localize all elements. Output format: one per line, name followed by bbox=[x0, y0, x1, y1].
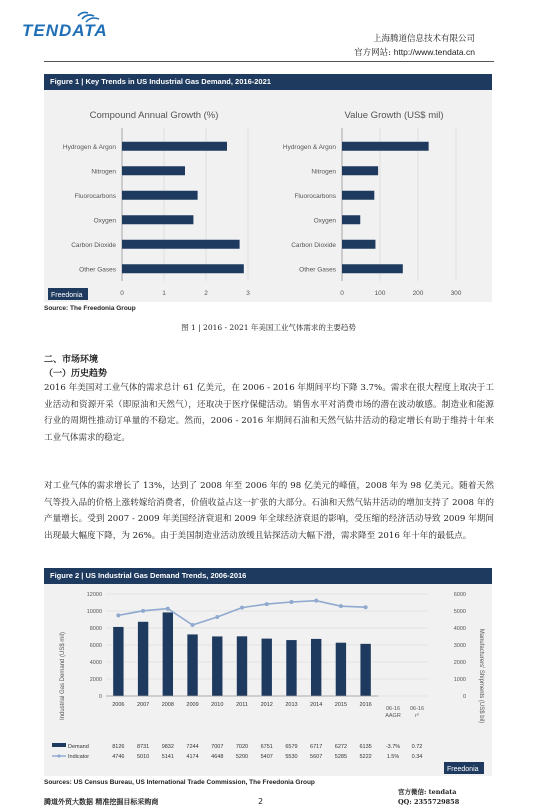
fig2-demand-value: 9832 bbox=[161, 744, 174, 750]
fig2-indicator-value: 4648 bbox=[211, 754, 224, 760]
fig2-indicator-value: 5530 bbox=[285, 754, 298, 760]
fig2-indicator-point bbox=[166, 607, 170, 611]
fig2-demand-bar bbox=[336, 643, 346, 696]
paragraph-2: 对工业气体的需求增长了 13%，达到了 2008 年至 2006 年的 98 亿美元的峰值，2008 年为 98 亿美元。随着天然气等投入品的价格上涨转嫁给消费者，价值收益占这一扩张的大部分。石油和天然气钻井活动的增加支持了 2008 年的产量增长。受到 2007 - 2009 年美国经济衰退和 2009 年全球经济衰退的影响，受压缩的经济活动导致 2009 年期间出现最大幅度下降，为 26%。由于美国制造业活动放缓且钻探活动大幅下滑，需求降至 2016 年十年的最低点。 bbox=[44, 481, 494, 541]
fig2-demand-bar bbox=[311, 639, 321, 696]
right-bar bbox=[342, 240, 375, 249]
fig2-indicator-value: 5200 bbox=[235, 754, 249, 760]
right-bar bbox=[342, 166, 378, 175]
logo-text: TENDATA bbox=[22, 21, 108, 40]
fig2-demand-value: 8126 bbox=[112, 744, 125, 750]
fig2-indicator-point bbox=[191, 623, 195, 627]
page-number: 2 bbox=[258, 797, 264, 806]
figure2-y2label: Manufacturers' Shipments (US$ bil) bbox=[478, 628, 484, 724]
fig2-legend-indicator-marker bbox=[57, 754, 60, 757]
section-subheading: （一）历史趋势 bbox=[44, 369, 108, 379]
extra-head-2: 06-16 bbox=[409, 706, 425, 712]
website-line bbox=[354, 46, 475, 58]
extra-sub-1: AAGR bbox=[385, 713, 401, 719]
fig2-indicator-line bbox=[118, 601, 365, 625]
fig2-indicator-value: 5141 bbox=[161, 754, 174, 760]
figure1-charts bbox=[44, 90, 492, 302]
fig2-indicator-value: 4746 bbox=[112, 754, 125, 760]
fig2-demand-value: 8731 bbox=[136, 744, 150, 750]
website-link[interactable]: http://www.tendata.cn bbox=[393, 47, 475, 57]
fig2-indicator-point bbox=[289, 600, 293, 604]
footer-contact bbox=[398, 787, 459, 807]
fig2-ytick-label: 4000 bbox=[89, 660, 102, 666]
fig2-y2tick-label: 5000 bbox=[453, 609, 466, 615]
fig2-ytick-label: 10000 bbox=[86, 609, 102, 615]
fig2-xtick-label: 2012 bbox=[260, 702, 273, 708]
left-category-label: Nitrogen bbox=[91, 168, 116, 176]
left-category-label: Oxygen bbox=[93, 217, 116, 225]
fig2-xtick-label: 2011 bbox=[236, 702, 248, 708]
left-category-label: Carbon Dioxide bbox=[71, 241, 116, 249]
footer-qq: QQ: 2355729858 bbox=[398, 798, 460, 806]
fig2-indicator-value: 5010 bbox=[136, 754, 150, 760]
fig2-xtick-label: 2010 bbox=[211, 702, 224, 708]
right-category-label: Hydrogen & Argon bbox=[282, 143, 336, 151]
fig2-ytick-label: 8000 bbox=[89, 626, 102, 632]
freedonia-logo-2-text: Freedonia bbox=[447, 766, 479, 773]
fig2-legend-demand: Demand bbox=[68, 744, 89, 750]
fig2-indicator-value: 5285 bbox=[334, 754, 348, 760]
fig2-demand-value: 6717 bbox=[310, 744, 323, 750]
fig2-demand-value: 6751 bbox=[260, 744, 273, 750]
fig2-indicator-value: 4174 bbox=[186, 754, 199, 760]
figure2-chart bbox=[44, 584, 492, 776]
tendata-logo bbox=[20, 10, 130, 44]
fig2-ytick-label: 6000 bbox=[89, 643, 102, 649]
left-tick-label: 3 bbox=[246, 290, 250, 297]
fig2-demand-value: 7020 bbox=[235, 744, 249, 750]
fig2-demand-value: 6272 bbox=[334, 744, 348, 750]
fig2-xtick-label: 2008 bbox=[161, 702, 174, 708]
fig2-demand-bar bbox=[286, 640, 296, 696]
fig2-y2tick-label: 6000 bbox=[453, 592, 466, 598]
fig2-y2tick-label: 3000 bbox=[453, 643, 466, 649]
fig2-demand-value: 6579 bbox=[285, 744, 298, 750]
left-tick-label: 0 bbox=[120, 290, 124, 297]
fig2-indicator-point bbox=[215, 615, 219, 619]
right-chart bbox=[283, 128, 462, 297]
fig2-y2tick-label: 2000 bbox=[453, 660, 466, 666]
fig2-demand-extra: 0.72 bbox=[411, 744, 423, 750]
left-tick-label: 2 bbox=[204, 290, 208, 297]
fig2-indicator-extra: 0.34 bbox=[411, 754, 423, 760]
right-category-label: Nitrogen bbox=[311, 168, 336, 176]
figure1-source: Source: The Freedonia Group bbox=[44, 305, 136, 312]
left-category-label: Other Gases bbox=[79, 266, 116, 274]
extra-head-1: 06-16 bbox=[385, 706, 401, 712]
fig2-indicator-point bbox=[339, 604, 343, 608]
fig2-ytick-label: 12000 bbox=[86, 592, 102, 598]
fig2-xtick-label: 2006 bbox=[112, 702, 125, 708]
fig2-indicator-point bbox=[141, 609, 145, 613]
fig2-indicator-value: 5222 bbox=[359, 754, 372, 760]
fig2-demand-bar bbox=[360, 644, 370, 696]
left-tick-label: 1 bbox=[162, 290, 166, 297]
fig2-legend-indicator: Indicator bbox=[68, 754, 90, 760]
left-bar bbox=[122, 166, 185, 175]
fig2-ytick-label: 0 bbox=[98, 694, 102, 700]
left-chart bbox=[63, 128, 250, 297]
fig2-indicator-extra: 1.5% bbox=[386, 754, 400, 760]
paragraph-1: 2016 年美国对工业气体的需求总计 61 亿美元，在 2006 - 2016 年期间平均下降 3.7%。需求在很大程度上取决于工业活动和资源开采（即原油和天然气），还取决于医疗保健活动。销售水平对消费市场的潜在波动敏感。制造业和能源行业的周期性推动订单量的不稳定。然而，2006 - 2016 年期间石油和天然气钻井活动的稳定增长有助于维持十年来工业气体需求的稳定。 bbox=[44, 383, 494, 443]
figure1-title-bar: Figure 1 | Key Trends in US Industrial Gas Demand, 2016-2021 bbox=[44, 74, 492, 90]
fig2-xtick-label: 2007 bbox=[136, 702, 150, 708]
right-category-label: Oxygen bbox=[313, 217, 336, 225]
figure2-title-bar: Figure 2 | US Industrial Gas Demand Trends, 2006-2016 bbox=[44, 568, 492, 584]
figure1-caption: 图 1 | 2016 - 2021 年美国工业气体需求的主要趋势 bbox=[181, 323, 356, 332]
left-bar bbox=[122, 142, 227, 151]
right-tick-label: 300 bbox=[450, 290, 462, 297]
freedonia-logo-text: Freedonia bbox=[51, 292, 83, 299]
fig2-demand-value: 6135 bbox=[359, 744, 372, 750]
fig2-xtick-label: 2014 bbox=[310, 702, 323, 708]
right-bar bbox=[342, 191, 374, 200]
right-bar bbox=[342, 142, 429, 151]
fig2-ytick-label: 2000 bbox=[89, 677, 102, 683]
fig2-xtick-label: 2015 bbox=[334, 702, 348, 708]
right-bar bbox=[342, 215, 360, 224]
left-bar bbox=[122, 264, 244, 273]
extra-sub-2: r² bbox=[415, 713, 419, 719]
fig2-legend-demand-swatch bbox=[52, 743, 66, 747]
header-divider bbox=[44, 61, 494, 62]
left-bar bbox=[122, 191, 198, 200]
right-chart-title: Value Growth (US$ mil) bbox=[344, 110, 444, 121]
fig2-y2tick-label: 0 bbox=[462, 694, 466, 700]
fig2-demand-value: 7007 bbox=[211, 744, 224, 750]
fig2-indicator-point bbox=[265, 602, 269, 606]
fig2-demand-bar bbox=[163, 612, 173, 696]
fig2-demand-bar bbox=[113, 627, 123, 696]
website-label: 官方网站: bbox=[354, 48, 392, 58]
left-category-label: Fluorocarbons bbox=[74, 192, 116, 200]
fig2-y2tick-label: 1000 bbox=[453, 677, 466, 683]
fig2-demand-bar bbox=[237, 636, 247, 696]
left-bar bbox=[122, 215, 193, 224]
footer-wechat: 官方微信: tendata bbox=[398, 788, 457, 796]
fig2-xtick-label: 2016 bbox=[359, 702, 372, 708]
right-bar bbox=[342, 264, 403, 273]
left-category-label: Hydrogen & Argon bbox=[62, 143, 116, 151]
right-tick-label: 200 bbox=[412, 290, 424, 297]
fig2-indicator-point bbox=[116, 613, 120, 617]
fig2-y2tick-label: 4000 bbox=[453, 626, 466, 632]
figure2-source: Sources: US Census Bureau, US International Trade Commission, The Freedonia Group bbox=[44, 779, 315, 786]
fig2-indicator-point bbox=[314, 599, 318, 603]
section-heading: 二、市场环境 bbox=[44, 355, 99, 365]
fig2-demand-extra: -3.7% bbox=[385, 744, 401, 750]
right-tick-label: 0 bbox=[340, 290, 344, 297]
right-category-label: Carbon Dioxide bbox=[291, 241, 336, 249]
fig2-demand-bar bbox=[187, 634, 197, 696]
fig2-demand-value: 7244 bbox=[186, 744, 199, 750]
fig2-demand-bar bbox=[138, 622, 148, 696]
fig2-indicator-value: 5607 bbox=[310, 754, 323, 760]
left-chart-title: Compound Annual Growth (%) bbox=[89, 110, 219, 121]
fig2-indicator-value: 5407 bbox=[260, 754, 273, 760]
fig2-demand-bar bbox=[262, 639, 272, 696]
footer-slogan: 腾道外贸大数据 精准挖掘目标采购商 bbox=[44, 797, 159, 806]
figure2-ylabel: Industrial Gas Demand (US$ mil) bbox=[60, 631, 66, 721]
right-tick-label: 100 bbox=[374, 290, 386, 297]
fig2-demand-bar bbox=[212, 636, 222, 696]
fig2-indicator-point bbox=[364, 605, 368, 609]
right-category-label: Other Gases bbox=[299, 266, 336, 274]
right-category-label: Fluorocarbons bbox=[294, 192, 336, 200]
left-bar bbox=[122, 240, 240, 249]
fig2-xtick-label: 2013 bbox=[285, 702, 298, 708]
fig2-indicator-point bbox=[240, 606, 244, 610]
fig2-xtick-label: 2009 bbox=[186, 702, 199, 708]
company-name: 上海腾道信息技术有限公司 bbox=[372, 34, 475, 44]
